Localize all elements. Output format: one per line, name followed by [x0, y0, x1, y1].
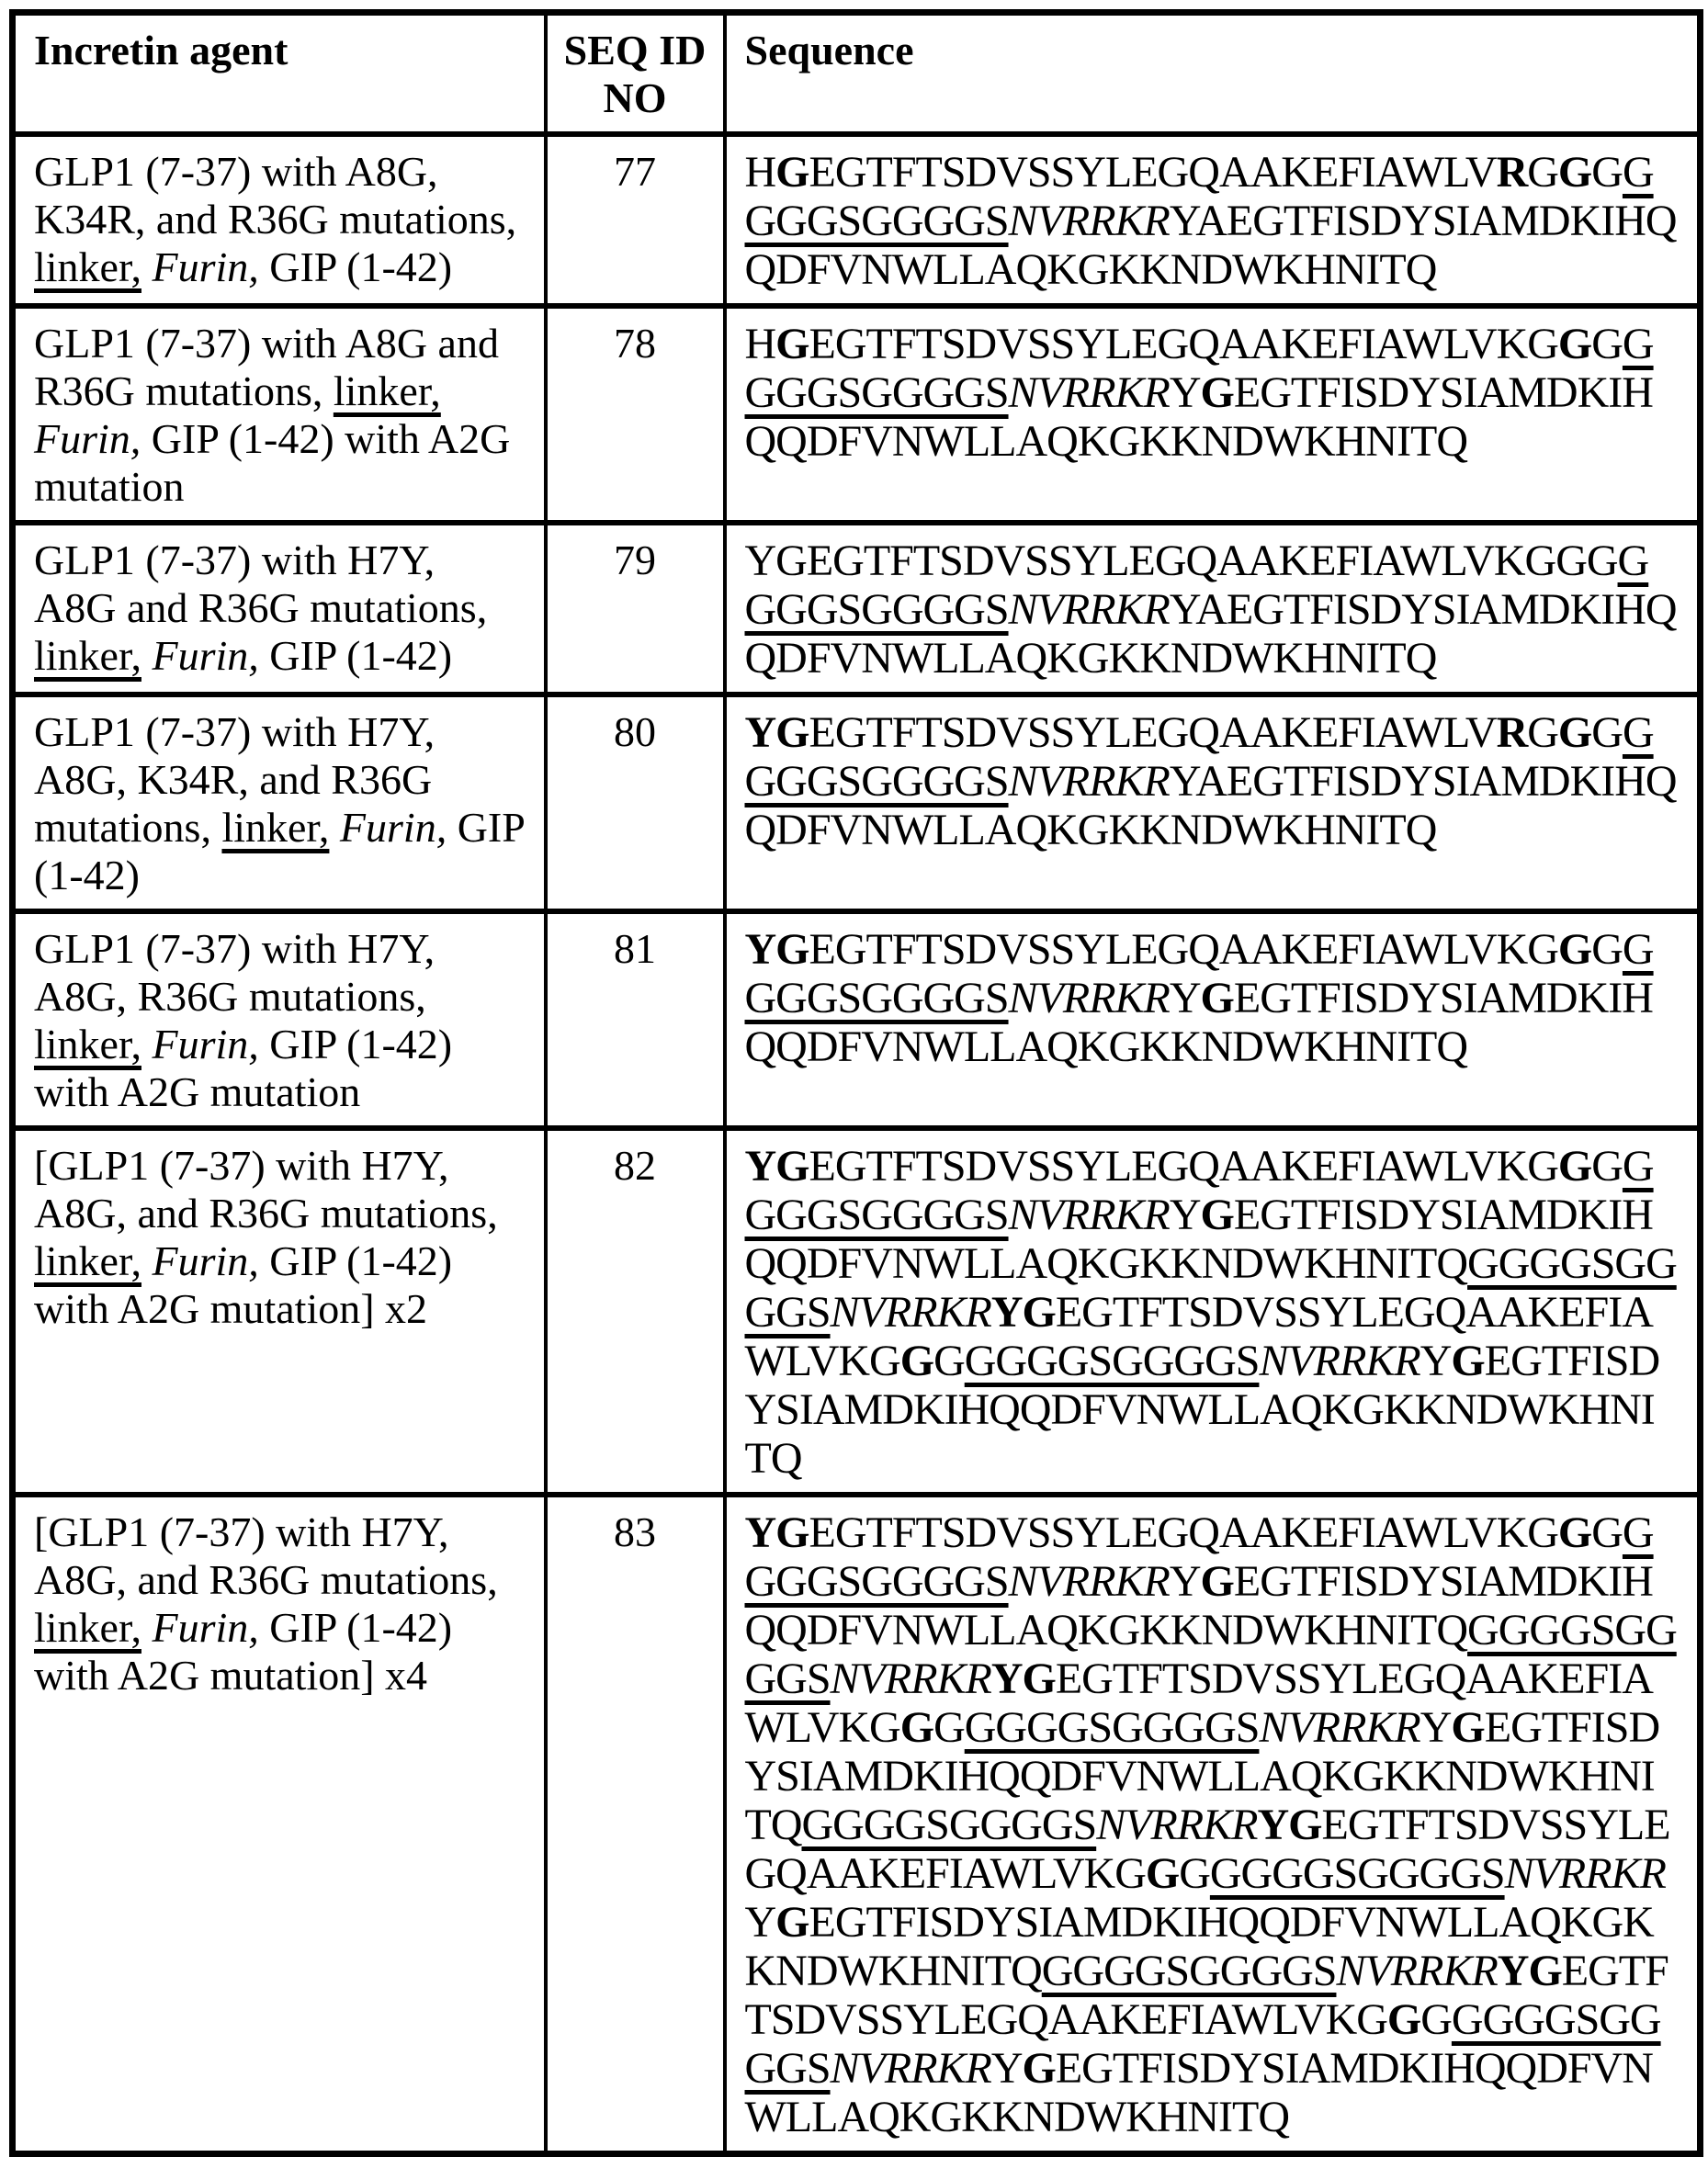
- table-row: [13, 523, 1701, 695]
- sequence-segment: G: [1591, 1142, 1623, 1191]
- sequence-segment: GGGGSGGGGS: [744, 320, 1654, 417]
- sequence-segment: EGTFTSDVSSYLEGQAAKEFIAWLV: [809, 148, 1497, 197]
- sequence-segment: GLP1 (7-37) with H7Y, A8G, R36G mutations,: [34, 925, 435, 1020]
- sequence-segment: Furin,: [152, 1237, 259, 1284]
- sequence-segment: G: [1200, 974, 1234, 1022]
- sequence-segment: G: [1022, 1654, 1056, 1703]
- sequence-segment: Furin,: [152, 1021, 259, 1067]
- seq-id-value: 79: [546, 523, 725, 695]
- sequence-segment: NVRRKR: [1008, 974, 1170, 1022]
- sequence-segment: NVRRKR: [1008, 1191, 1170, 1239]
- sequence-segment: G: [933, 1703, 965, 1752]
- sequence-segment: linker,: [34, 1604, 141, 1651]
- sequence-segment: G: [1557, 1508, 1592, 1557]
- sequence-segment: Furin,: [339, 804, 447, 851]
- sequence-segment: G: [1557, 320, 1592, 368]
- sequence-segment: EGTFTSDVSSYLEGQAAKEFIAWLVKG: [744, 1947, 1668, 2044]
- sequence-segment: Furin,: [152, 243, 259, 290]
- sequence-segment: EGTFISDYSIAMDKIHQQDFVNWLLAQKGKKNDWKHNITQ: [744, 1191, 1653, 1288]
- sequence-segment: Y: [1420, 1703, 1452, 1752]
- sequence-segment: NVRRKR: [1008, 197, 1170, 245]
- header-seq-id-no: SEQ ID NO: [546, 13, 725, 135]
- sequence-segment: EGTFISDYSIAMDKIHQQDFVNWLLAQKGKKNDWKHNITQ: [744, 2044, 1653, 2141]
- seq-id-value: 80: [546, 695, 725, 911]
- sequence-segment: NVRRKR: [1259, 1337, 1420, 1385]
- sequence-segment: Y: [990, 1654, 1023, 1703]
- seq-id-value: 82: [546, 1128, 725, 1495]
- seq-id-value: 77: [546, 134, 725, 306]
- sequence-segment: EGTFTSDVSSYLEGQAAKEFIAWLV: [809, 708, 1497, 757]
- sequence-segment: GGGGSGGGGS: [744, 1606, 1677, 1703]
- sequence-segment: EGTFISDYSIAMDKIHQQDFVNWLLAQKGKKNDWKHNITQ: [744, 1557, 1653, 1654]
- sequence-value: [725, 306, 1701, 523]
- sequence-segment: Y: [1169, 974, 1201, 1022]
- sequence-segment: G: [1200, 1191, 1234, 1239]
- agent-description: [13, 134, 546, 306]
- sequence-segment: GLP1 (7-37) with H7Y, A8G and R36G mutations,: [34, 536, 488, 631]
- sequence-segment: G: [775, 1898, 809, 1947]
- agent-description: [13, 911, 546, 1128]
- sequence-segment: G: [1557, 1142, 1592, 1191]
- sequence-segment: linker,: [221, 804, 330, 851]
- sequence-segment: NVRRKR: [1008, 757, 1170, 806]
- sequence-segment: GLP1 (7-37) with A8G, K34R, and R36G mutations,: [34, 148, 517, 243]
- sequence-segment: G: [1200, 1557, 1234, 1606]
- sequence-segment: G: [1591, 708, 1623, 757]
- sequence-segment: YAEGTFISDYSIAMDKIHQQDFVNWLLAQKGKKNDWKHNITQ: [744, 585, 1677, 683]
- sequence-segment: YAEGTFISDYSIAMDKIHQQDFVNWLLAQKGKKNDWKHNITQ: [744, 757, 1677, 854]
- sequence-value: [725, 1495, 1701, 2154]
- sequence-segment: G: [1386, 1995, 1421, 2044]
- sequence-segment: GGGGSGGGGS: [964, 1703, 1260, 1752]
- sequence-segment: Y: [1169, 1191, 1201, 1239]
- agent-description: [13, 1128, 546, 1495]
- sequence-segment: G: [1200, 368, 1234, 417]
- sequence-segment: Furin,: [152, 632, 259, 679]
- sequence-segment: R: [1496, 148, 1528, 197]
- sequence-segment: EGTFTSDVSSYLEGQAAKEFIAWLVKG: [809, 1508, 1558, 1557]
- sequence-segment: G: [775, 1508, 809, 1557]
- sequence-segment: G: [1527, 708, 1558, 757]
- sequence-segment: GIP (1-42) with A2G mutation] x2: [34, 1237, 453, 1332]
- sequence-segment: Y: [1420, 1337, 1452, 1385]
- sequence-segment: G: [1591, 1508, 1623, 1557]
- sequence-value: [725, 695, 1701, 911]
- sequence-segment: G: [1528, 1947, 1562, 1995]
- sequence-segment: EGTFISDYSIAMDKIHQQDFVNWLLAQKGKKNDWKHNITQ: [744, 1703, 1660, 1849]
- sequence-segment: EGTFTSDVSSYLEGQAAKEFIAWLVKG: [744, 1801, 1670, 1898]
- sequence-segment: G: [775, 148, 809, 197]
- agent-description: [13, 523, 546, 695]
- sequence-segment: G: [1557, 925, 1592, 974]
- sequence-segment: YGEGTFTSDVSSYLEGQAAKEFIAWLVKGGG: [744, 536, 1618, 585]
- sequence-segment: GLP1 (7-37) with A8G and R36G mutations,: [34, 320, 499, 414]
- sequence-segment: G: [775, 708, 809, 757]
- seq-id-value: 81: [546, 911, 725, 1128]
- sequence-segment: Y: [1169, 368, 1201, 417]
- sequence-segment: R: [1496, 708, 1528, 757]
- sequence-segment: GGGGSGGGGS: [744, 708, 1654, 806]
- sequence-segment: GGGGSGGGGS: [801, 1801, 1097, 1849]
- sequence-segment: G: [1451, 1337, 1485, 1385]
- sequence-segment: linker,: [34, 1237, 141, 1284]
- sequence-segment: GGGGSGGGGS: [744, 1995, 1661, 2093]
- header-incretin-agent: Incretin agent: [13, 13, 546, 135]
- sequence-segment: EGTFISDYSIAMDKIHQQDFVNWLLAQKGKKNDWKHNITQ: [744, 1337, 1660, 1483]
- sequence-segment: GIP (1-42): [34, 804, 525, 898]
- sequence-segment: Y: [744, 1508, 776, 1557]
- sequence-value: [725, 134, 1701, 306]
- agent-description: [13, 306, 546, 523]
- sequence-segment: EGTFTSDVSSYLEGQAAKEFIAWLVKG: [744, 1654, 1653, 1752]
- sequence-segment: GIP (1-42) with A2G mutation] x4: [34, 1604, 453, 1699]
- sequence-segment: G: [775, 1142, 809, 1191]
- seq-id-value: 83: [546, 1495, 725, 2154]
- sequence-segment: G: [1022, 2044, 1056, 2093]
- sequence-segment: [141, 243, 153, 290]
- sequence-segment: NVRRKR: [1008, 585, 1170, 634]
- sequence-segment: GIP (1-42): [258, 243, 453, 290]
- sequence-segment: GGGGSGGGGS: [744, 536, 1649, 634]
- table-row: [13, 1128, 1701, 1495]
- sequence-segment: GIP (1-42): [258, 632, 453, 679]
- sequence-segment: EGTFTSDVSSYLEGQAAKEFIAWLVKG: [809, 320, 1558, 368]
- sequence-segment: NVRRKR: [1259, 1703, 1420, 1752]
- sequence-segment: G: [1591, 320, 1623, 368]
- sequence-value: [725, 1128, 1701, 1495]
- sequence-segment: G: [1288, 1801, 1322, 1849]
- sequence-segment: [141, 1237, 153, 1284]
- sequence-segment: G: [1451, 1703, 1485, 1752]
- table-row: [13, 306, 1701, 523]
- sequence-segment: GIP (1-42) with A2G mutation: [34, 415, 511, 510]
- header-sequence: Sequence: [725, 13, 1701, 135]
- sequence-segment: [GLP1 (7-37) with H7Y, A8G, and R36G mutations,: [34, 1142, 498, 1237]
- sequence-segment: linker,: [34, 243, 141, 290]
- sequence-segment: NVRRKR: [1008, 1557, 1170, 1606]
- sequence-segment: EGTFTSDVSSYLEGQAAKEFIAWLVKG: [744, 1288, 1653, 1385]
- sequence-segment: [141, 632, 153, 679]
- sequence-segment: G: [1145, 1849, 1180, 1898]
- sequence-segment: Y: [990, 1288, 1023, 1337]
- sequence-segment: G: [775, 925, 809, 974]
- sequence-segment: linker,: [333, 367, 441, 414]
- sequence-segment: Y: [744, 708, 776, 757]
- table-row: [13, 134, 1701, 306]
- sequence-segment: GGGGSGGGGS: [964, 1337, 1260, 1385]
- sequence-segment: [141, 1021, 153, 1067]
- table-row: [13, 1495, 1701, 2154]
- sequence-segment: H: [744, 148, 776, 197]
- sequence-segment: Furin,: [152, 1604, 259, 1651]
- sequence-segment: G: [1591, 925, 1623, 974]
- sequence-segment: GGGGSGGGGS: [744, 1508, 1654, 1606]
- sequence-segment: G: [1022, 1288, 1056, 1337]
- sequence-segment: G: [1557, 148, 1592, 197]
- seq-id-value: 78: [546, 306, 725, 523]
- sequence-segment: EGTFISDYSIAMDKIHQQDFVNWLLAQKGKKNDWKHNITQ: [744, 974, 1653, 1071]
- sequence-segment: G: [775, 320, 809, 368]
- sequence-segment: G: [1527, 148, 1558, 197]
- sequence-segment: G: [899, 1337, 934, 1385]
- sequence-segment: G: [899, 1703, 934, 1752]
- sequence-segment: GGGGSGGGGS: [744, 1142, 1654, 1239]
- sequence-segment: Y: [990, 2044, 1023, 2093]
- sequence-segment: EGTFISDYSIAMDKIHQQDFVNWLLAQKGKKNDWKHNITQ: [744, 1898, 1654, 1995]
- sequence-segment: NVRRKR: [1008, 368, 1170, 417]
- sequence-segment: G: [1591, 148, 1623, 197]
- sequence-segment: Y: [1257, 1801, 1289, 1849]
- table-row: [13, 911, 1701, 1128]
- sequence-segment: G: [1557, 708, 1592, 757]
- table-row: [13, 695, 1701, 911]
- sequence-segment: EGTFTSDVSSYLEGQAAKEFIAWLVKG: [809, 925, 1558, 974]
- sequence-value: [725, 911, 1701, 1128]
- sequence-segment: GGGGSGGGGS: [744, 1239, 1677, 1337]
- sequence-segment: Y: [1497, 1947, 1529, 1995]
- sequence-segment: NVRRKR: [1336, 1947, 1498, 1995]
- sequence-segment: linker,: [34, 1021, 141, 1067]
- sequence-segment: Y: [1169, 1557, 1201, 1606]
- sequence-segment: EGTFTSDVSSYLEGQAAKEFIAWLVKG: [809, 1142, 1558, 1191]
- sequence-segment: G: [933, 1337, 965, 1385]
- sequence-segment: [141, 1604, 153, 1651]
- sequence-segment: Y: [744, 1142, 776, 1191]
- sequence-segment: GIP (1-42) with A2G mutation: [34, 1021, 453, 1115]
- sequence-segment: [GLP1 (7-37) with H7Y, A8G, and R36G mutations,: [34, 1508, 498, 1603]
- sequence-segment: GLP1 (7-37) with H7Y, A8G, K34R, and R36G mutations,: [34, 708, 435, 851]
- sequence-segment: NVRRKR: [830, 1654, 991, 1703]
- sequence-segment: NVRRKR: [830, 1288, 991, 1337]
- sequence-segment: NVRRKR: [1504, 1849, 1666, 1898]
- agent-description: [13, 1495, 546, 2154]
- sequence-segment: Y: [744, 1898, 776, 1947]
- header-row: [13, 13, 1701, 135]
- sequence-segment: NVRRKR: [830, 2044, 991, 2093]
- sequence-segment: H: [744, 320, 776, 368]
- sequence-segment: GGGGSGGGGS: [1209, 1849, 1505, 1898]
- sequence-segment: GGGGSGGGGS: [1041, 1947, 1337, 1995]
- sequence-segment: Furin,: [34, 415, 141, 462]
- agent-description: [13, 695, 546, 911]
- sequence-segment: GGGGSGGGGS: [744, 148, 1654, 245]
- sequence-segment: [329, 804, 340, 851]
- incretin-agent-sequence-table: [9, 9, 1703, 2157]
- sequence-segment: G: [1420, 1995, 1452, 2044]
- sequence-segment: GGGGSGGGGS: [744, 925, 1654, 1022]
- sequence-value: [725, 523, 1701, 695]
- sequence-segment: linker,: [34, 632, 141, 679]
- sequence-segment: Y: [744, 925, 776, 974]
- sequence-segment: G: [1179, 1849, 1210, 1898]
- sequence-segment: NVRRKR: [1096, 1801, 1258, 1849]
- sequence-segment: YAEGTFISDYSIAMDKIHQQDFVNWLLAQKGKKNDWKHNITQ: [744, 197, 1677, 294]
- sequence-segment: EGTFISDYSIAMDKIHQQDFVNWLLAQKGKKNDWKHNITQ: [744, 368, 1653, 466]
